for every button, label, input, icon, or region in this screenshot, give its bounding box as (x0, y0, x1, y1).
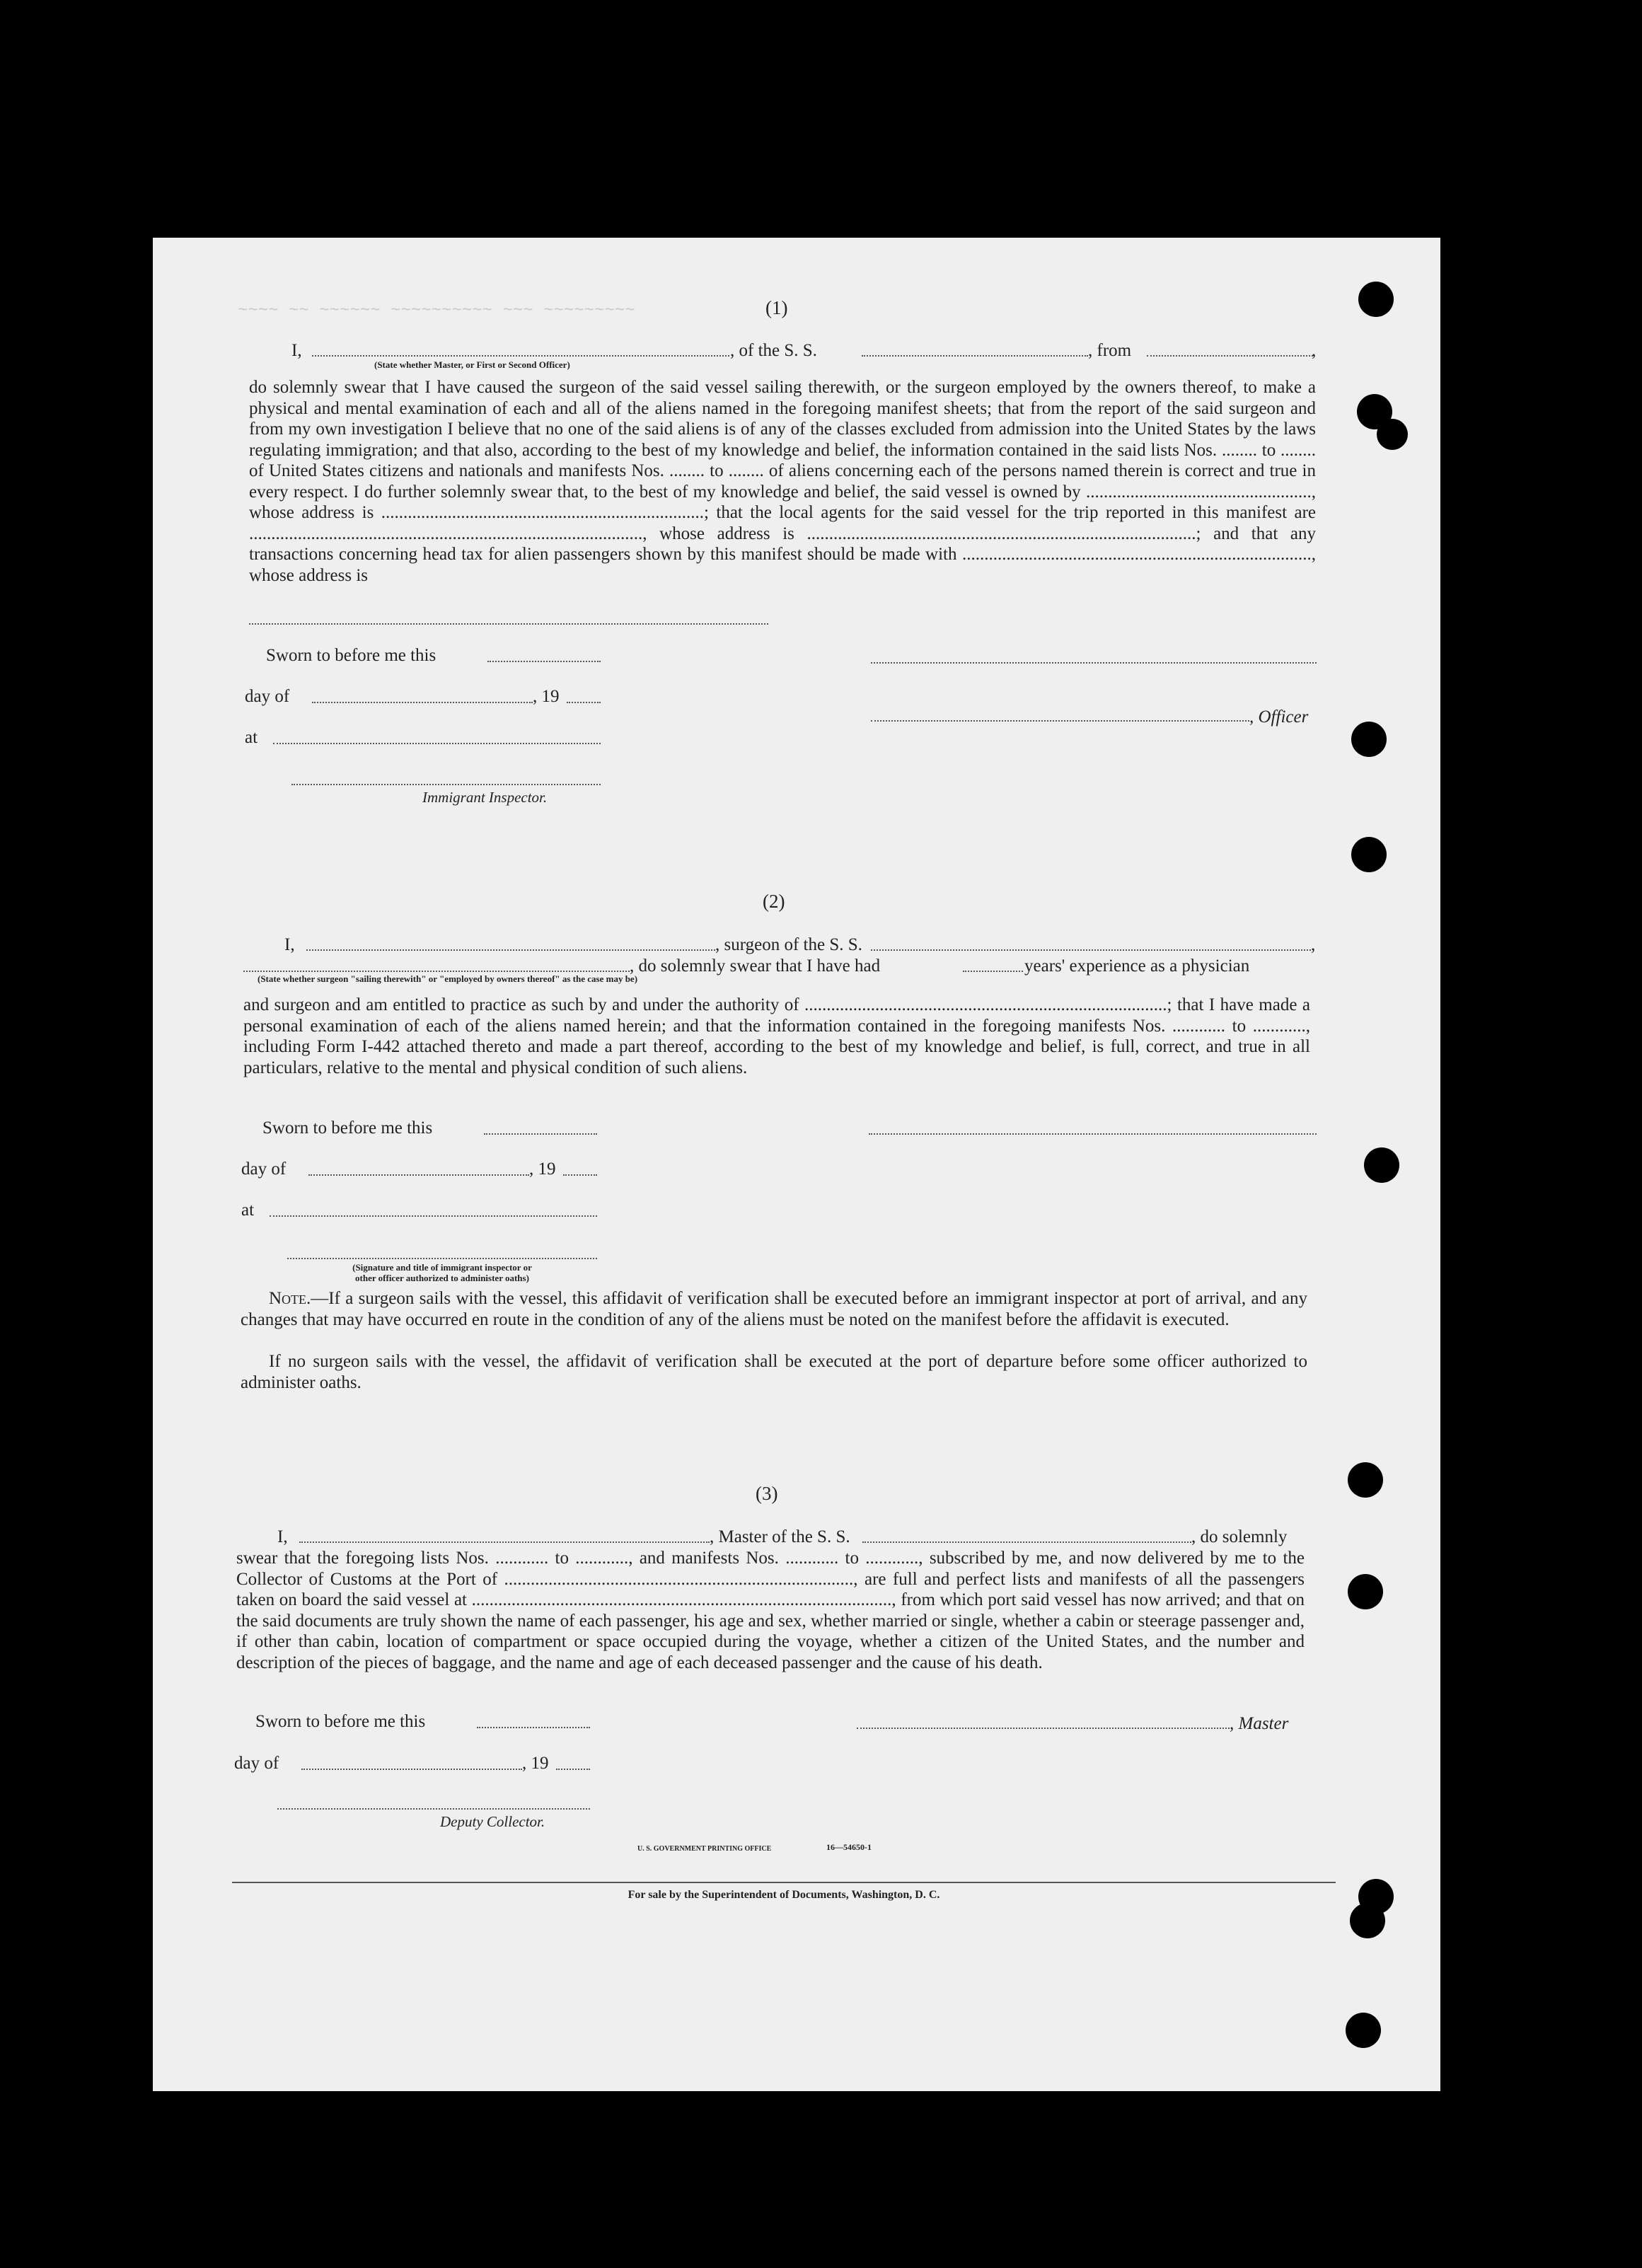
s3-oath-body: swear that the foregoing lists Nos. ............ to ............, and manifests Nos. ............ to ............, subscribed by me, and now delivered by me to the Collector of Customs at the Port of ..............................................................................., are full and perfect lists and manifests of all the passengers taken on board the said vessel at ..............................................................................................., from which port said vessel has now arrived; and that on the said documents are truly shown the name of each passenger, his age and sex, whether married or single, whether a cabin or steerage passenger and, if other than cabin, location of compartment or space occupied during the voyage, whether a citizen of the United States, and the number and description of the pieces of baggage, and the name and age of each deceased passenger and the cause of his death. (236, 1549, 1305, 1672)
s1-year-label: , 19 (533, 687, 560, 706)
s1-i-label: I, (291, 341, 302, 360)
s1-inspector-signature-line[interactable] (291, 784, 601, 785)
s2-day-of-label: day of (241, 1159, 287, 1179)
s2-year-label: , 19 (529, 1159, 556, 1179)
s1-month-field[interactable] (312, 702, 533, 703)
s2-status-caption: (State whether surgeon "sailing therewith" or "employed by owners thereof" as the case may be) (258, 973, 638, 984)
s2-surgeon-signature-line[interactable] (869, 1133, 1317, 1135)
s1-from-port-field[interactable] (1147, 355, 1313, 357)
s1-oath-body: do solemnly swear that I have caused the surgeon of the said vessel sailing therewith, or the surgeon employed by the owners thereof, to make a physical and mental examination of each and all of the aliens named in the foregoing manifest sheets; that from the report of the said surgeon and from my own investigation I believe that no one of the said aliens is of any of the classes excluded from admission into the United States by the laws regulating immigration; and that also, according to the best of my knowledge and belief, the information contained in the said lists Nos. ........ to ........ of United States citizens and nationals and manifests Nos. ........ to ........ of aliens concerning each of the persons named therein is correct and true in every respect. I do further solemnly swear that, to the best of my knowledge and belief, the said vessel is owned by ..................................................., whose address is .........................................................................; that the local agents for the said vessel for the trip reported in this manifest are ........................................................................................., whose address is ........................................................................................; and that any transactions concerning head tax for alien passengers shown by this manifest should be made with ..............................................................................., whose address is (249, 378, 1316, 585)
s2-i-label: I, (284, 935, 295, 954)
s3-sworn-day-field[interactable] (477, 1727, 590, 1728)
s2-at-label: at (241, 1200, 255, 1220)
s1-officer-rank-field[interactable] (312, 355, 729, 357)
s2-sworn-day-field[interactable] (484, 1133, 597, 1135)
s2-years-label: years' experience as a physician (1024, 956, 1250, 976)
s3-master-label: , Master (1230, 1714, 1289, 1733)
s3-master-name-field[interactable] (299, 1541, 710, 1543)
binder-hole (1351, 722, 1387, 757)
binder-hole (1348, 1574, 1383, 1609)
s2-years-field[interactable] (963, 971, 1023, 972)
s1-sworn-label: Sworn to before me this (266, 646, 436, 665)
s2-signature-caption-2: other officer authorized to administer oaths) (355, 1273, 529, 1283)
s1-tax-address-field[interactable] (249, 623, 768, 625)
s2-note-heading: Note. (269, 1289, 311, 1308)
s3-swear-label: , do solemnly (1191, 1527, 1288, 1546)
s3-year-field[interactable] (556, 1769, 590, 1770)
section-2-number: (2) (763, 891, 785, 912)
s1-vessel-name-field[interactable] (862, 355, 1088, 357)
s2-surgeon-of-ss-label: , surgeon of the S. S. (715, 935, 862, 954)
s1-sworn-day-field[interactable] (487, 661, 601, 662)
s3-month-field[interactable] (301, 1769, 522, 1770)
s3-i-label: I, (277, 1527, 288, 1546)
footer-gpo: U. S. GOVERNMENT PRINTING OFFICE (637, 1845, 772, 1853)
s3-master-signature-line[interactable] (857, 1728, 1230, 1729)
s1-comma: , (1312, 341, 1317, 360)
binder-hole (1377, 419, 1408, 450)
s1-officer-signature-line[interactable] (871, 720, 1249, 722)
footer-rule (232, 1882, 1336, 1883)
s3-master-of-ss-label: , Master of the S. S. (710, 1527, 850, 1546)
s3-day-of-label: day of (234, 1754, 279, 1773)
binder-hole (1351, 837, 1387, 872)
s1-day-of-label: day of (245, 687, 290, 706)
s1-rank-caption: (State whether Master, or First or Second Officer) (374, 359, 570, 370)
s2-comma: , (1311, 935, 1316, 954)
s1-at-label: at (245, 728, 258, 747)
s2-surgeon-name-field[interactable] (306, 949, 715, 951)
s1-inspector-caption: Immigrant Inspector. (422, 789, 548, 806)
s3-deputy-signature-line[interactable] (277, 1808, 590, 1810)
s2-note-2: If no surgeon sails with the vessel, the affidavit of verification shall be executed at the port of departure before some officer authorized to administer oaths. (241, 1352, 1307, 1392)
s1-from-label: , from (1088, 341, 1132, 360)
s1-at-place-field[interactable] (273, 743, 601, 744)
s2-signature-caption-1: (Signature and title of immigrant inspector or (352, 1262, 532, 1273)
s3-year-label: , 19 (522, 1754, 549, 1773)
s3-vessel-name-field[interactable] (862, 1541, 1191, 1543)
s2-note-1 (241, 1288, 1307, 1330)
s1-year-field[interactable] (567, 702, 601, 703)
footer-sale-note: For sale by the Superintendent of Documents, Washington, D. C. (628, 1889, 940, 1901)
s2-swear-label: , do solemnly swear that I have had (630, 956, 881, 976)
s1-officer-line-top[interactable] (871, 662, 1317, 664)
s2-surgeon-status-field[interactable] (243, 971, 630, 972)
s2-year-field[interactable] (563, 1174, 597, 1176)
binder-hole (1358, 282, 1394, 317)
s2-oath-body: and surgeon and am entitled to practice as such by and under the authority of ..................................................................................; that I have made a personal examination of each of the aliens named herein; and that the information contained in the foregoing manifests Nos. ............ to ............, including Form I-442 attached thereto and made a part thereof, according to the best of my knowledge and belief, is full, correct, and true in all particulars, relative to the mental and physical condition of such aliens. (243, 995, 1310, 1077)
s1-of-ss-label: , of the S. S. (730, 341, 817, 360)
binder-hole (1348, 1462, 1383, 1498)
section-1-number: (1) (765, 297, 788, 318)
s2-inspector-signature-line[interactable] (287, 1258, 597, 1259)
binder-hole (1346, 2013, 1381, 2048)
s2-sworn-label: Sworn to before me this (262, 1118, 433, 1138)
s3-sworn-label: Sworn to before me this (255, 1712, 426, 1731)
s3-deputy-caption: Deputy Collector. (440, 1813, 545, 1830)
section-3-number: (3) (756, 1483, 778, 1504)
bleed-through-text: ~~~~ ~~ ~~~~~~ ~~~~~~~~~~ ~~~ ~~~~~~~~~ (238, 301, 635, 320)
s1-officer-label: , Officer (1249, 707, 1309, 727)
binder-hole (1364, 1147, 1399, 1183)
s2-month-field[interactable] (308, 1174, 529, 1176)
footer-form-number: 16—54650-1 (826, 1842, 872, 1852)
document-page (153, 238, 1440, 2091)
s2-vessel-name-field[interactable] (871, 949, 1311, 951)
s2-at-place-field[interactable] (270, 1215, 597, 1217)
s2-note-text-1: —If a surgeon sails with the vessel, this affidavit of verification shall be executed before an immigrant inspector at port of arrival, and any changes that may have occurred en route in the condition of any of the aliens must be noted on the manifest before the affidavit is executed. (241, 1289, 1307, 1329)
binder-hole (1350, 1903, 1385, 1938)
